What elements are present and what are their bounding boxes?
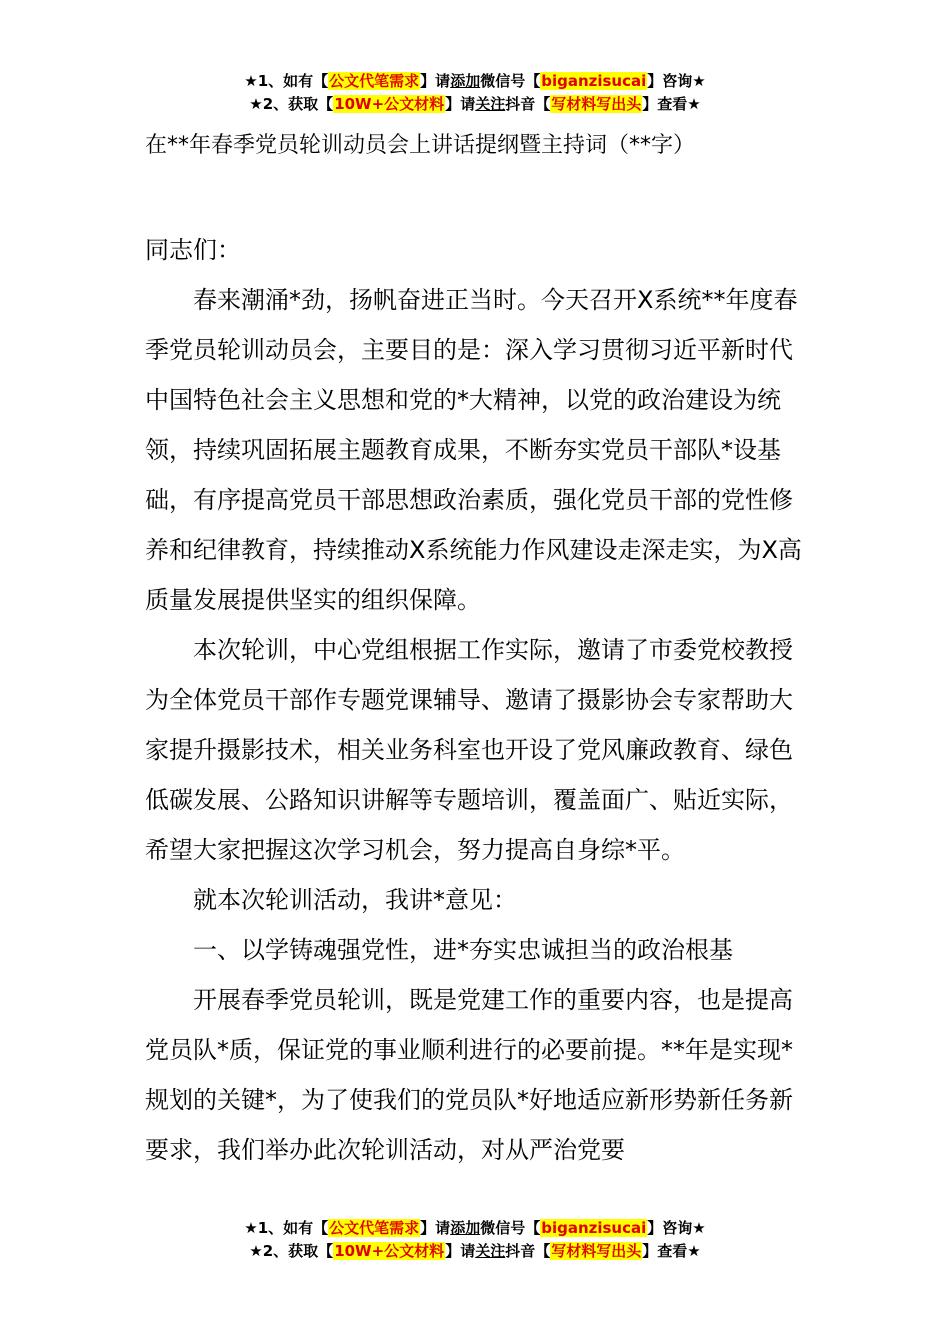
promo-highlight: 10W+公文材料 [334, 1242, 445, 1260]
promo-text: 】查看★ [642, 95, 701, 113]
promo-text: ★1、如有【 [244, 72, 329, 90]
promo-text: 抖音【 [505, 95, 551, 113]
promo-text: 】请 [445, 95, 476, 113]
promo-line-2 [0, 93, 950, 116]
promo-line-1 [0, 1217, 950, 1240]
promo-underlined-text: 关注 [475, 95, 506, 113]
promo-highlight: 公文代笔需求 [329, 72, 420, 90]
promo-text: 】请 [445, 1242, 476, 1260]
promo-text: 】咨询★ [647, 1219, 706, 1237]
promo-text: 】咨询★ [647, 72, 706, 90]
salutation: 同志们： [145, 236, 241, 264]
section-heading: 一、以学铸魂强党性，进*夯实忠诚担当的政治根基 [193, 936, 733, 964]
paragraph: 春来潮涌*劲，扬帆奋进正当时。今天召开X系统**年度春季党员轮训动员会，主要目的是：深入学习贯彻习近平新时代中国特色社会主义思想和党的*大精神，以党的政治建设为统领，持续巩固拓展主题教育成果，不断夯实党员干部队*设基础，有序提高党员干部思想政治素质，强化党员干部的党性修养和纪律教育，持续推动X系统能力作风建设走深走实，为X高质量发展提供坚实的组织保障。 [145, 286, 802, 614]
promo-text: ★2、获取【 [249, 1242, 334, 1260]
promo-text: 微信号【 [480, 1219, 541, 1237]
promo-text: 抖音【 [505, 1242, 551, 1260]
document-body [145, 225, 810, 1175]
promo-text: 】请 [420, 1219, 451, 1237]
paragraph: 开展春季党员轮训，既是党建工作的重要内容，也是提高党员队*质，保证党的事业顺利进行的必要前提。**年是实现*规划的关键*，为了使我们的党员队*好地适应新形势新任务新要求，我们举办此次轮训活动，对从严治党要 [145, 986, 793, 1164]
promo-highlight: biganzisucai [541, 72, 647, 90]
promo-underlined-text: 添加 [450, 72, 481, 90]
promo-text: ★1、如有【 [244, 1219, 329, 1237]
promo-underlined-text: 添加 [450, 1219, 481, 1237]
promo-highlight: biganzisucai [541, 1219, 647, 1237]
promo-highlight: 公文代笔需求 [329, 1219, 420, 1237]
paragraph: 本次轮训，中心党组根据工作实际，邀请了市委党校教授为全体党员干部作专题党课辅导、邀请了摄影协会专家帮助大家提升摄影技术，相关业务科室也开设了党风廉政教育、绿色低碳发展、公路知识讲解等专题培训，覆盖面广、贴近实际，希望大家把握这次学习机会，努力提高自身综*平。 [145, 636, 793, 864]
paragraph: 就本次轮训活动，我讲*意见： [193, 886, 517, 914]
promo-text: 】请 [420, 72, 451, 90]
promo-highlight: 写材料写出头 [551, 95, 642, 113]
promo-underlined-text: 关注 [475, 1242, 506, 1260]
promo-highlight: 10W+公文材料 [334, 95, 445, 113]
promo-banner-top [0, 70, 950, 116]
promo-text: 微信号【 [480, 72, 541, 90]
promo-highlight: 写材料写出头 [551, 1242, 642, 1260]
promo-banner-bottom [0, 1217, 950, 1263]
document-title: 在**年春季党员轮训动员会上讲话提纲暨主持词（**字） [145, 133, 696, 158]
promo-text: ★2、获取【 [249, 95, 334, 113]
promo-line-2 [0, 1240, 950, 1263]
promo-line-1 [0, 70, 950, 93]
promo-text: 】查看★ [642, 1242, 701, 1260]
